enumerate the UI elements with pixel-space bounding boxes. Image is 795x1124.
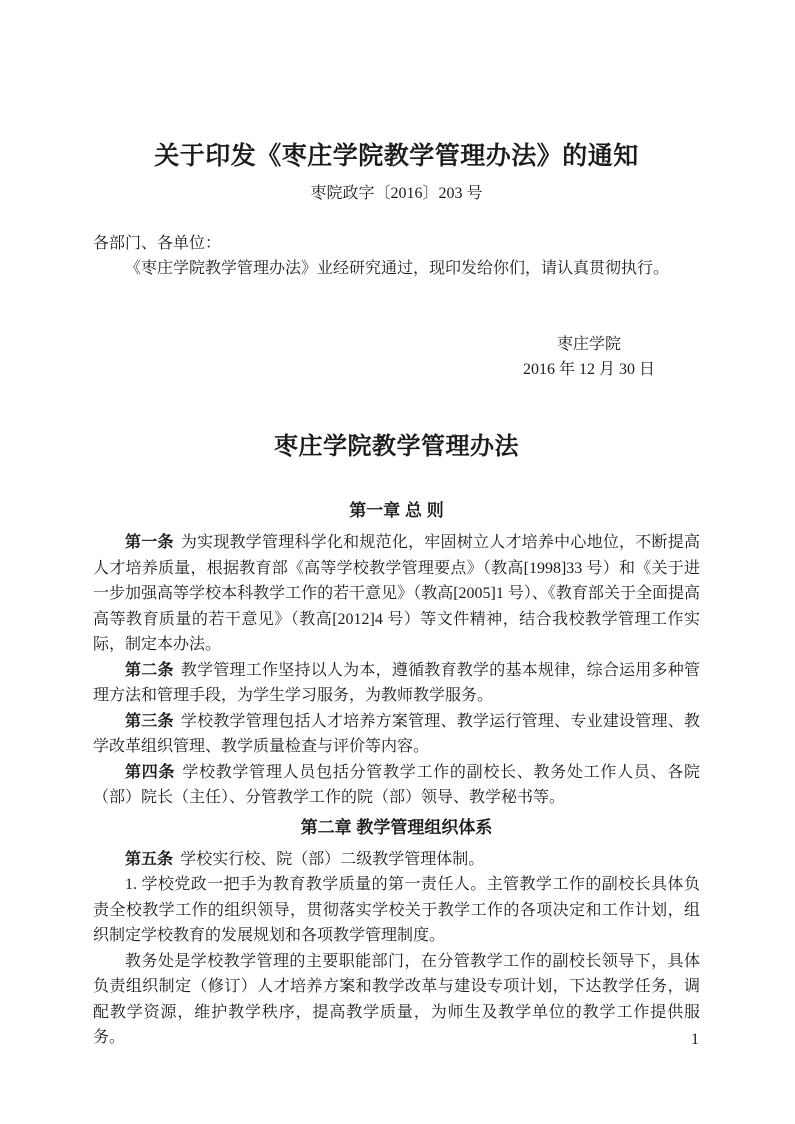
article-4	[93, 760, 700, 811]
article-3-label: 第三条	[125, 712, 174, 730]
article-2	[93, 658, 700, 709]
article-5-item-2	[93, 949, 700, 1051]
chapter-1-heading: 第一章 总 则	[349, 501, 444, 520]
article-4-label: 第四条	[125, 763, 176, 781]
article-2-text: 教学管理工作坚持以人为本，遵循教育教学的基本规律，综合运用多种管理方法和管理手段，为学生学习服务，为教师教学服务。	[93, 661, 700, 704]
article-5-label: 第五条	[125, 850, 174, 868]
article-5-item-1	[93, 872, 700, 949]
signature-date: 2016 年 12 月 30 日	[522, 361, 655, 378]
article-5-item-1-text: 1. 学校党政一把手为教育教学质量的第一责任人。主管教学工作的副校长具体负责全校教学工作的组织领导，贯彻落实学校关于教学工作的各项决定和工作计划，组织制定学校教育的发展规划和各项教学管理制度。	[93, 876, 700, 944]
chapter-2-heading: 第二章 教学管理组织体系	[300, 817, 493, 837]
doc-number: 枣院政字〔2016〕203 号	[310, 185, 483, 202]
article-3-text: 学校教学管理包括人才培养方案管理、教学运行管理、专业建设管理、教学改革组织管理、教学质量检查与评价等内容。	[93, 712, 700, 755]
article-1-text: 为实现教学管理科学化和规范化，牢固树立人才培养中心地位，不断提高人才培养质量，根据教育部《高等学校教学管理要点》（教高[1998]33 号）和《关于进一步加强高等学校本科教学工作的若干意见》（教高[2005]1 号）、《教育部关于全面提高高等教育质量的若干意见》（教高[2012]4 号）等文件精神，结合我校教学管理工作实际，制定本办法。	[93, 534, 700, 653]
article-5-text: 学校实行校、院（部）二级教学管理体制。	[180, 850, 485, 868]
notice-title: 关于印发《枣庄学院教学管理办法》的通知	[154, 142, 639, 170]
signer-name: 枣庄学院	[556, 336, 621, 353]
notice-body: 《枣庄学院教学管理办法》业经研究通过，现印发给你们，请认真贯彻执行。	[125, 260, 670, 277]
page-number: 1	[691, 1031, 699, 1048]
article-5-item-2-text: 教务处是学校教学管理的主要职能部门，在分管教学工作的副校长领导下，具体负责组织制定（修订）人才培养方案和教学改革与建设专项计划，下达教学任务，调配教学资源，维护教学秩序，提高教学质量，为师生及教学单位的教学工作提供服务。	[93, 952, 700, 1046]
article-5	[93, 847, 700, 873]
salutation: 各部门、各单位：	[93, 235, 222, 252]
article-2-label: 第二条	[125, 661, 174, 679]
signature-block	[523, 332, 655, 382]
regulation-title: 枣庄学院教学管理办法	[274, 433, 519, 460]
article-1-label: 第一条	[125, 534, 174, 551]
article-4-text: 学校教学管理人员包括分管教学工作的副校长、教务处工作人员、各院（部）院长（主任）、分管教学工作的院（部）领导、教学秘书等。	[93, 763, 700, 806]
article-1	[93, 530, 700, 658]
article-3	[93, 709, 700, 760]
